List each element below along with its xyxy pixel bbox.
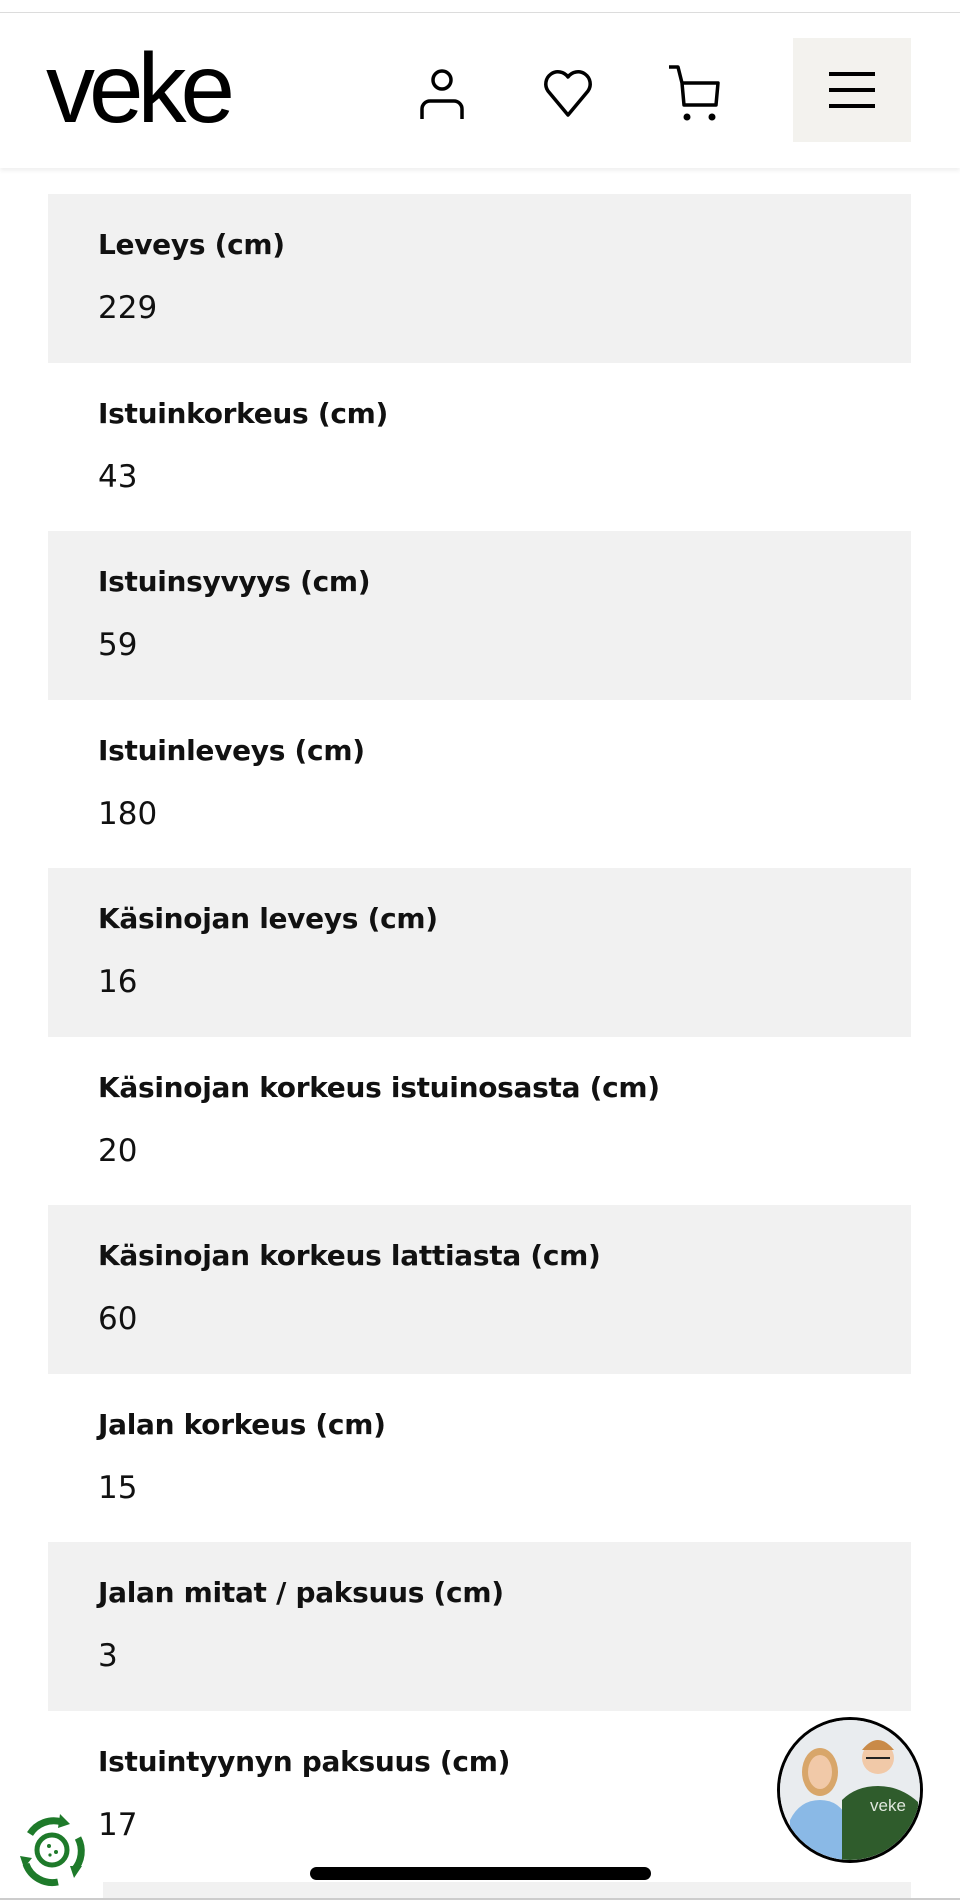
spec-label: Käsinojan korkeus istuinosasta (cm)	[98, 1070, 660, 1104]
spec-label: Käsinojan korkeus lattiasta (cm)	[98, 1239, 601, 1272]
spec-value: 15	[98, 1469, 138, 1506]
spec-label: Käsinojan leveys (cm)	[98, 902, 438, 935]
spec-value: 3	[98, 1638, 118, 1674]
spec-label: Istuinleveys (cm)	[98, 733, 365, 767]
spec-label: Istuinkorkeus (cm)	[98, 396, 389, 430]
chat-avatar-button[interactable]	[777, 1717, 923, 1863]
spec-value: 20	[98, 1132, 138, 1169]
veke-logo[interactable]: veke	[46, 33, 230, 143]
spec-label: Leveys (cm)	[98, 228, 285, 261]
spec-row	[48, 1037, 911, 1206]
spec-value: 229	[98, 290, 158, 326]
spec-row	[48, 363, 911, 532]
user-icon[interactable]	[414, 63, 470, 123]
spec-value: 59	[98, 627, 138, 663]
spec-label: Istuintyynyn paksuus (cm)	[98, 1744, 511, 1778]
home-indicator[interactable]	[310, 1867, 651, 1880]
spec-row	[48, 868, 911, 1037]
cart-icon[interactable]	[665, 63, 721, 123]
site-header	[0, 13, 960, 168]
chat-shirt-text: veke	[870, 1796, 906, 1815]
spec-label: Jalan mitat / paksuus (cm)	[98, 1576, 504, 1609]
menu-button[interactable]	[793, 38, 911, 142]
spec-value: 17	[98, 1806, 138, 1843]
spec-value: 180	[98, 795, 158, 832]
heart-icon[interactable]	[540, 63, 596, 123]
spec-value: 16	[98, 964, 138, 1000]
recycle-badge-icon[interactable]	[16, 1812, 88, 1888]
menu-icon	[827, 70, 877, 110]
spec-row	[48, 1205, 911, 1374]
spec-label: Istuinsyvyys (cm)	[98, 565, 371, 598]
spec-row	[48, 194, 911, 363]
spec-value: 60	[98, 1301, 138, 1337]
spec-row	[48, 1374, 911, 1543]
spec-row	[48, 531, 911, 700]
spec-label: Jalan korkeus (cm)	[98, 1407, 386, 1441]
spec-value: 43	[98, 458, 138, 495]
specs-table	[48, 194, 911, 1879]
spec-row	[48, 700, 911, 869]
spec-row	[48, 1542, 911, 1711]
